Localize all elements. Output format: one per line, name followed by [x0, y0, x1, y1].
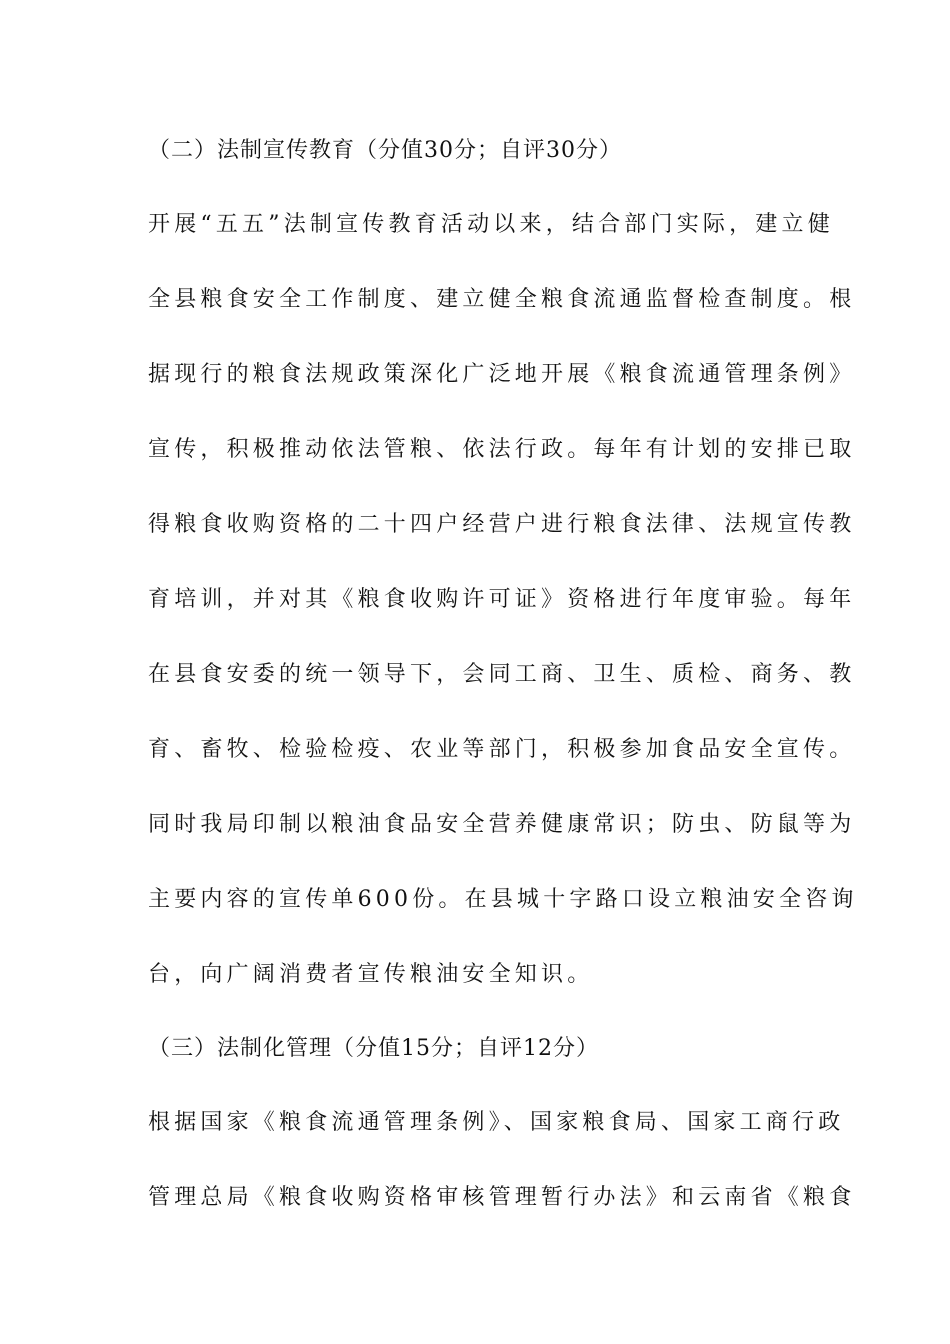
paragraph-line: 据现行的粮食法规政策深化广泛地开展《粮食流通管理条例》	[148, 362, 856, 387]
paragraph-line: 在县食安委的统一领导下，会同工商、卫生、质检、商务、教	[148, 662, 856, 687]
section-heading-3: （三）法制化管理（分值15分；自评12分）	[148, 1036, 599, 1061]
paragraph-line: 主要内容的宣传单600份。在县城十字路口设立粮油安全咨询	[148, 887, 858, 912]
section-heading-2: （二）法制宣传教育（分值30分；自评30分）	[148, 138, 622, 163]
paragraph-line: 同时我局印制以粮油食品安全营养健康常识；防虫、防鼠等为	[148, 812, 856, 837]
paragraph-line: 宣传，积极推动依法管粮、依法行政。每年有计划的安排已取	[148, 437, 856, 462]
paragraph-line: 台，向广阔消费者宣传粮油安全知识。	[148, 962, 594, 987]
paragraph-line: 得粮食收购资格的二十四户经营户进行粮食法律、法规宣传教	[148, 512, 856, 537]
paragraph-line: 管理总局《粮食收购资格审核管理暂行办法》和云南省《粮食	[148, 1185, 856, 1210]
paragraph-line: 开展“五五”法制宣传教育活动以来，结合部门实际，建立健	[148, 212, 834, 237]
paragraph-line: 育培训，并对其《粮食收购许可证》资格进行年度审验。每年	[148, 587, 856, 612]
paragraph-line: 根据国家《粮食流通管理条例》、国家粮食局、国家工商行政	[148, 1110, 845, 1135]
paragraph-line: 育、畜牧、检验检疫、农业等部门，积极参加食品安全宣传。	[148, 737, 856, 762]
paragraph-line: 全县粮食安全工作制度、建立健全粮食流通监督检查制度。根	[148, 287, 856, 312]
